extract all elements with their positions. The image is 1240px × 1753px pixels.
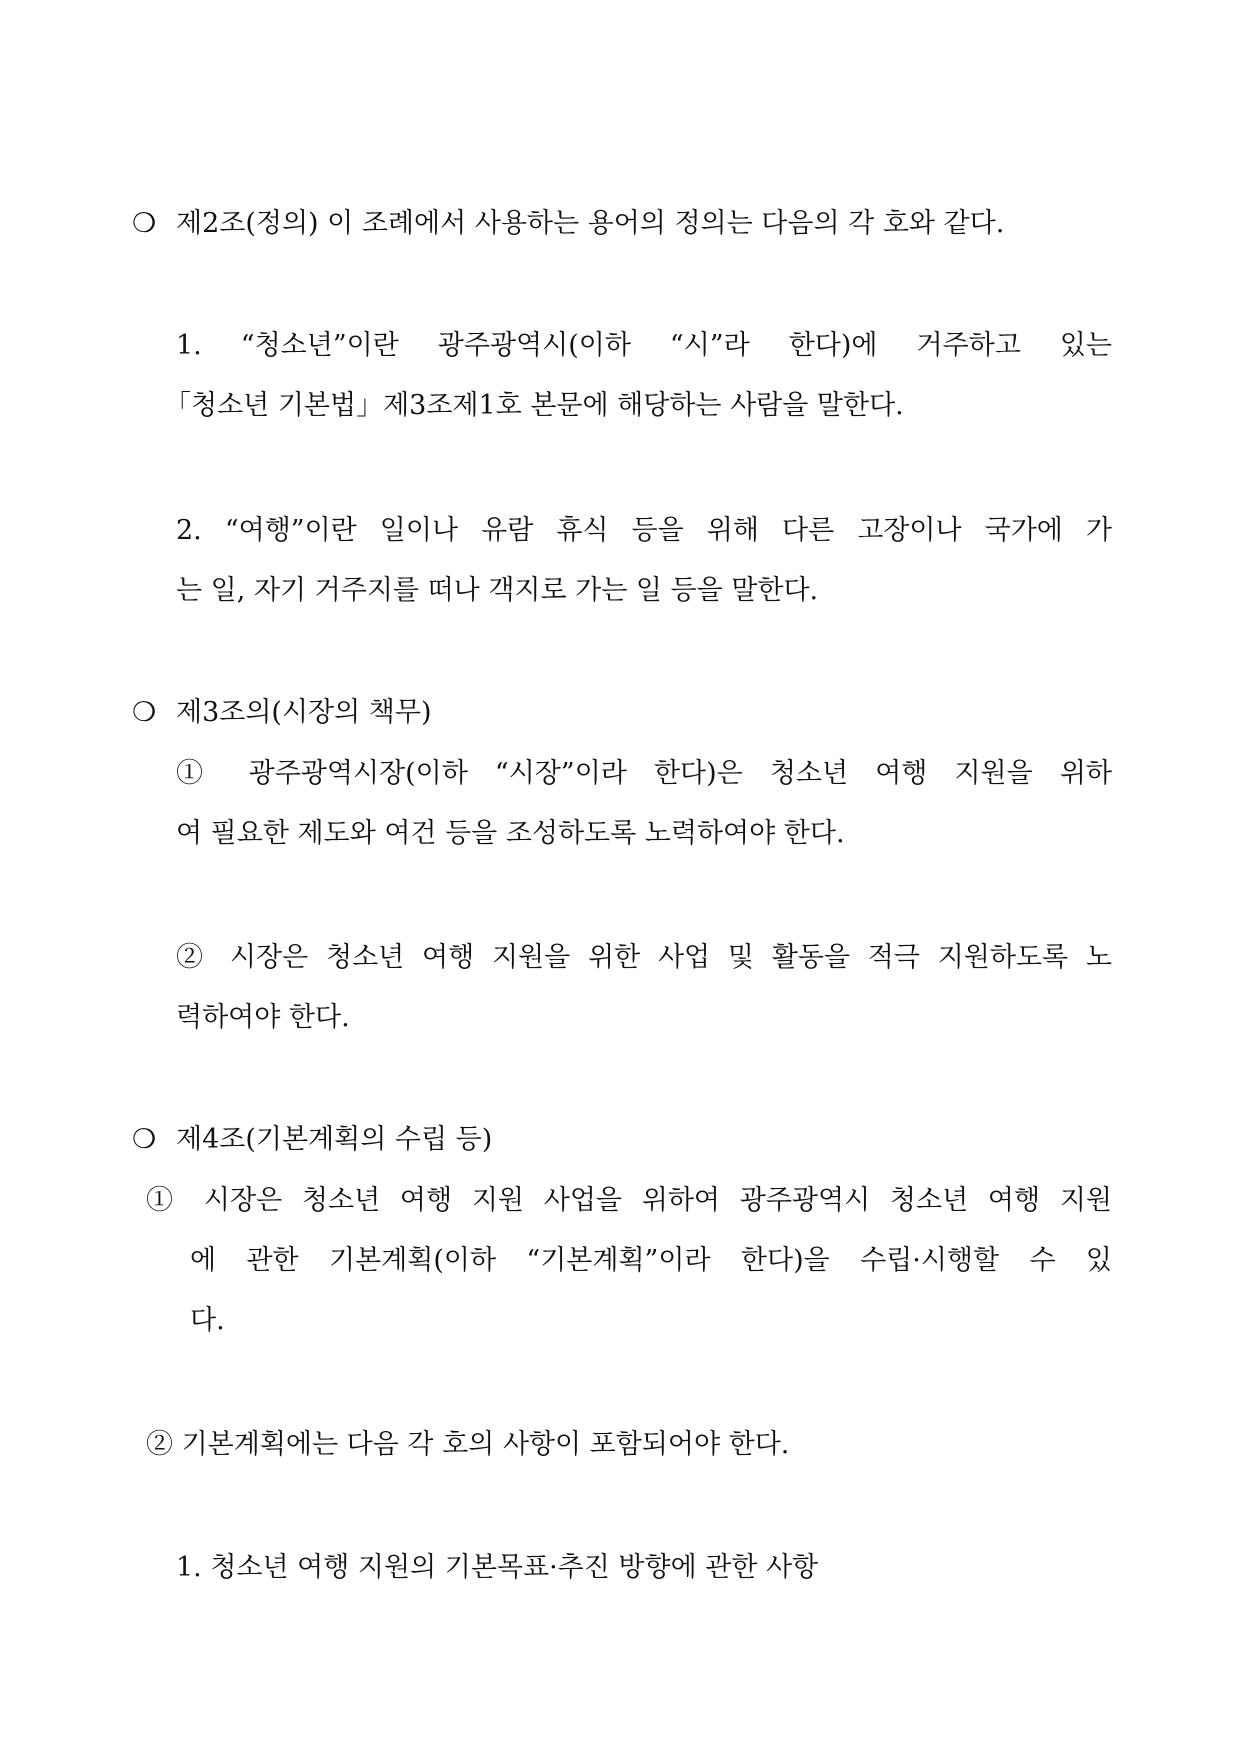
article-3-paragraph-1-line-1: ① 광주광역시장(이하 “시장”이라 한다)은 청소년 여행 지원을 위하 — [176, 758, 1112, 789]
article-3-paragraph-2-line-2: 력하여야 한다. — [176, 1002, 350, 1033]
article-2-item-1-line-1: 1. “청소년”이란 광주광역시(이하 “시”라 한다)에 거주하고 있는 — [176, 330, 1112, 361]
article-3-paragraph-1-line-2: 여 필요한 제도와 여건 등을 조성하도록 노력하여야 한다. — [176, 818, 845, 849]
article-2-heading-text: 제2조(정의) 이 조례에서 사용하는 용어의 정의는 다음의 각 호와 같다. — [176, 208, 1005, 239]
article-2-item-2-line-2: 는 일, 자기 거주지를 떠나 객지로 가는 일 등을 말한다. — [176, 575, 819, 606]
article-4-item-1: 1. 청소년 여행 지원의 기본목표·추진 방향에 관한 사항 — [176, 1552, 819, 1583]
circle-bullet-icon: ❍ — [132, 697, 157, 728]
article-4-paragraph-1-line-1: ① 시장은 청소년 여행 지원 사업을 위하여 광주광역시 청소년 여행 지원 — [146, 1185, 1112, 1216]
article-2-heading — [132, 206, 1112, 242]
article-3-heading-text: 제3조의(시장의 책무) — [176, 697, 432, 728]
article-4-heading-text: 제4조(기본계획의 수립 등) — [176, 1124, 493, 1155]
article-4-heading — [132, 1122, 1112, 1158]
article-2-item-2-line-1: 2. “여행”이란 일이나 유람 휴식 등을 위해 다른 고장이나 국가에 가 — [176, 515, 1112, 546]
article-4-paragraph-1-line-3: 다. — [190, 1305, 225, 1336]
article-4-paragraph-1-line-2: 에 관한 기본계획(이하 “기본계획”이라 한다)을 수립·시행할 수 있 — [190, 1245, 1112, 1276]
article-3-heading — [132, 695, 1112, 731]
circle-bullet-icon: ❍ — [132, 208, 157, 239]
circle-bullet-icon: ❍ — [132, 1124, 157, 1155]
article-3-paragraph-2-line-1: ② 시장은 청소년 여행 지원을 위한 사업 및 활동을 적극 지원하도록 노 — [176, 942, 1112, 973]
article-4-paragraph-2-line-1: ② 기본계획에는 다음 각 호의 사항이 포함되어야 한다. — [146, 1429, 790, 1460]
article-2-item-1-line-2: 「청소년 기본법」제3조제1호 본문에 해당하는 사람을 말한다. — [164, 390, 904, 421]
